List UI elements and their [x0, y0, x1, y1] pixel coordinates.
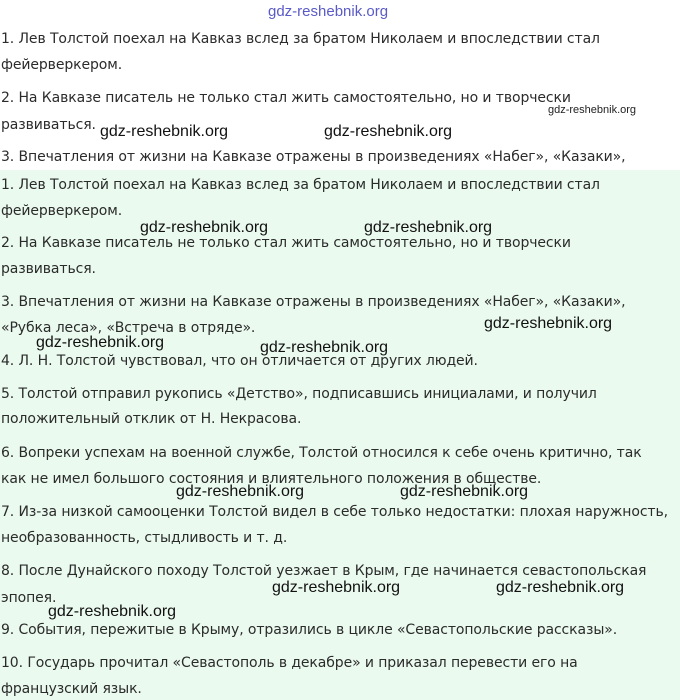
site-watermark: gdz-reshebnik.org	[324, 123, 453, 140]
answer-line: необразованность, стыдливость и т. д.	[1, 530, 288, 546]
site-watermark: gdz-reshebnik.org	[176, 483, 305, 500]
answer-line: 6. Вопреки успехам на военной службе, Толстой относился к себе очень критично, так	[1, 445, 642, 461]
top-line: 1. Лев Толстой поехал на Кавказ вслед за братом Николаем и впоследствии стал	[1, 31, 600, 47]
site-watermark: gdz-reshebnik.org	[36, 334, 165, 351]
site-watermark-header: gdz-reshebnik.org	[268, 3, 389, 20]
answer-line: 8. После Дунайского походу Толстой уезжает в Крым, где начинается севастопольская	[1, 563, 647, 579]
site-watermark: gdz-reshebnik.org	[272, 579, 401, 596]
answer-line: 10. Государь прочитал «Севастополь в декабре» и приказал перевести его на	[1, 655, 578, 671]
top-text-block	[0, 0, 680, 170]
site-watermark: gdz-reshebnik.org	[260, 339, 389, 356]
answer-line: 4. Л. Н. Толстой чувствовал, что он отличается от других людей.	[1, 353, 478, 369]
answer-line: 7. Из-за низкой самооценки Толстой видел в себе только недостатки: плохая наружность,	[1, 504, 668, 520]
top-line: 3. Впечатления от жизни на Кавказе отражены в произведениях «Набег», «Казаки»,	[1, 149, 626, 165]
answer-line: 9. События, пережитые в Крыму, отразились в цикле «Севастопольские рассказы».	[1, 622, 618, 638]
top-line: фейерверкером.	[1, 57, 123, 73]
answer-line: фейерверкером.	[1, 203, 123, 219]
answer-line: 1. Лев Толстой поехал на Кавказ вслед за братом Николаем и впоследствии стал	[1, 177, 600, 193]
site-watermark: gdz-reshebnik.org	[100, 123, 229, 140]
answer-line: французский язык.	[1, 681, 142, 697]
answer-line: как не имел большого состояния и влиятельного положения в обществе.	[1, 471, 542, 487]
site-watermark: gdz-reshebnik.org	[140, 219, 269, 236]
site-watermark: gdz-reshebnik.org	[48, 603, 177, 620]
answer-line: 2. На Кавказе писатель не только стал жить самостоятельно, но и творчески	[1, 235, 571, 251]
answer-line: эпопея.	[1, 590, 57, 606]
answer-line: положительный отклик от Н. Некрасова.	[1, 411, 302, 427]
answer-line: 5. Толстой отправил рукопись «Детство», подписавшись инициалами, и получил	[1, 386, 597, 402]
site-watermark: gdz-reshebnik.org	[484, 315, 613, 332]
site-watermark: gdz-reshebnik.org	[548, 104, 637, 116]
site-watermark: gdz-reshebnik.org	[364, 219, 493, 236]
answer-line: 3. Впечатления от жизни на Кавказе отражены в произведениях «Набег», «Казаки»,	[1, 294, 626, 310]
answer-line: развиваться.	[1, 261, 96, 277]
site-watermark: gdz-reshebnik.org	[400, 483, 529, 500]
answer-line: «Рубка леса», «Встреча в отряде».	[1, 320, 256, 336]
top-line: 2. На Кавказе писатель не только стал жить самостоятельно, но и творчески	[1, 90, 571, 106]
top-line: развиваться.	[1, 117, 96, 133]
site-watermark: gdz-reshebnik.org	[496, 579, 625, 596]
